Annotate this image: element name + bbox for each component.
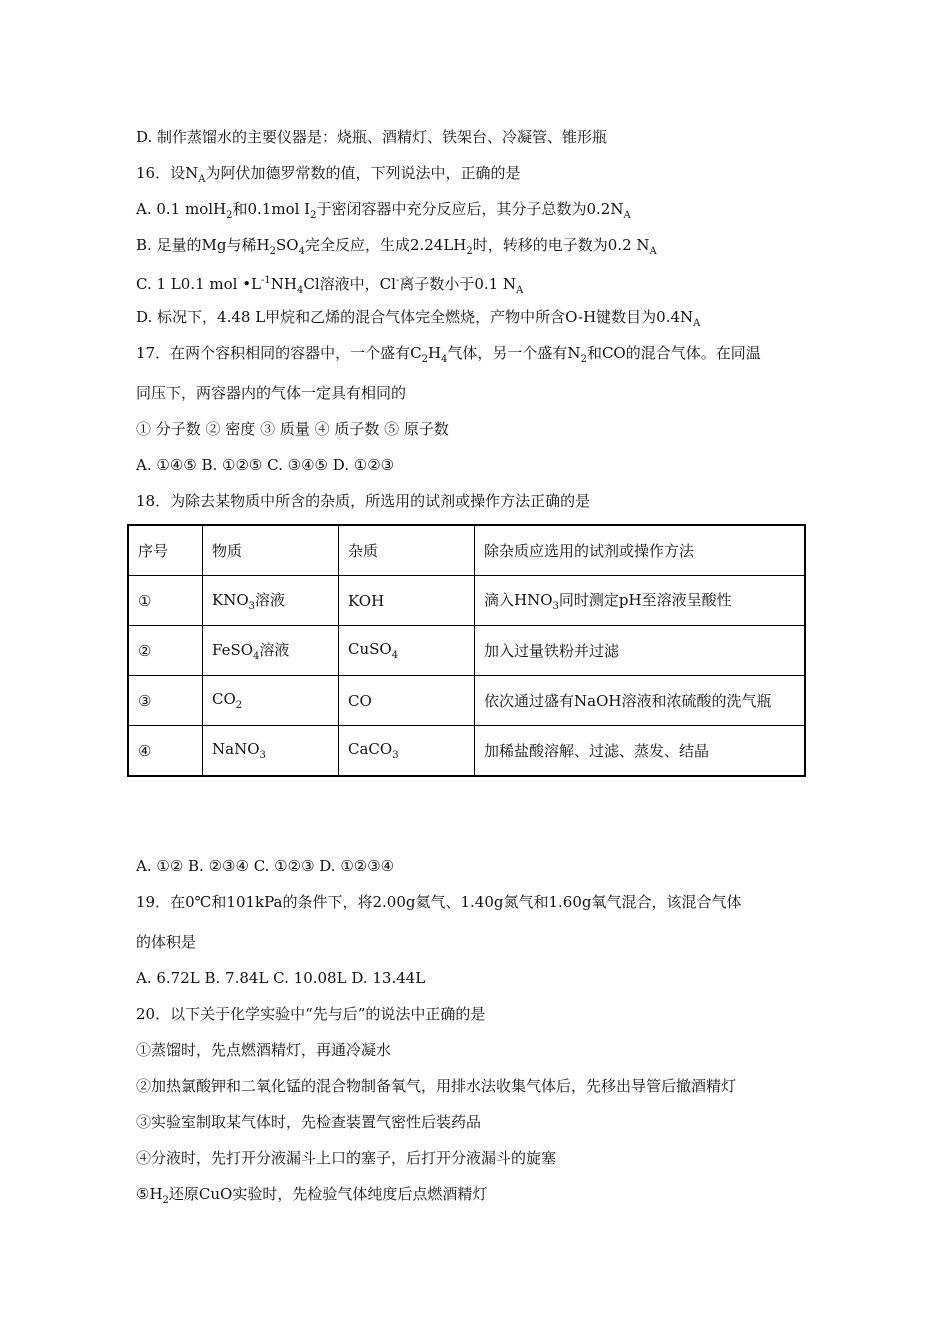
q15-option-d: D. 制作蒸馏水的主要仪器是：烧瓶、酒精灯、铁架台、冷凝管、锥形瓶 bbox=[136, 128, 608, 146]
method-cell: 加入过量铁粉并过滤 bbox=[475, 626, 806, 676]
header-cell: 序号 bbox=[128, 525, 203, 576]
q16-option-a: A. 0.1 molH$_2$和0.1mol $I_2$于密闭容器中充分反应后，其分子总数为$0.2N_A$ bbox=[136, 200, 631, 221]
header-cell: 物质 bbox=[203, 525, 339, 576]
q20-statement-5: $⑤H_2$还原CuO实验时，先检验气体纯度后点燃酒精灯 bbox=[136, 1185, 488, 1206]
substance-cell: NaNO$_3$ bbox=[203, 726, 339, 777]
q18-table bbox=[127, 524, 806, 777]
q17-stem-line2: 同压下，两容器内的气体一定具有相同的 bbox=[136, 384, 407, 402]
substance-cell: FeSO$_4$溶液 bbox=[203, 626, 339, 676]
row-number: ④ bbox=[128, 726, 203, 777]
impurity-cell: CuSO$_4$ bbox=[339, 626, 475, 676]
q16-option-d: D. 标况下，4.48 L甲烷和乙烯的混合气体完全燃烧，产物中所含O-H键数目为$0.4N_A$ bbox=[136, 308, 701, 329]
method-cell: 加稀盐酸溶解、过滤、蒸发、结晶 bbox=[475, 726, 806, 777]
q17-options: A. ①④⑤ B. ①②⑤ C. ③④⑤ D. ①②③ bbox=[136, 456, 395, 474]
q20-stem: 20．以下关于化学实验中“先与后”的说法中正确的是 bbox=[136, 1005, 486, 1023]
q16-option-b: B. 足量的Mg与稀$H_2SO_4$完全反应，生成$2.24LH_2$时，转移的电子数为0.2 $N_A$ bbox=[136, 236, 657, 257]
table-row bbox=[128, 626, 805, 676]
impurity-cell: CaCO$_3$ bbox=[339, 726, 475, 777]
q19-stem-line1: 19．在0℃和101kPa的条件下，将2.00g氦气、1.40g氮气和1.60g氧气混合，该混合气体 bbox=[136, 893, 742, 911]
table-header-row bbox=[128, 525, 805, 576]
header-cell: 除杂质应选用的试剂或操作方法 bbox=[475, 525, 806, 576]
impurity-cell: CO bbox=[339, 676, 475, 726]
row-number: ① bbox=[128, 576, 203, 626]
table-row bbox=[128, 576, 805, 626]
substance-cell: $CO_2$ bbox=[203, 676, 339, 726]
impurity-cell: KOH bbox=[339, 576, 475, 626]
header-cell: 杂质 bbox=[339, 525, 475, 576]
method-cell: 滴入$HNO_3$同时测定pH至溶液呈酸性 bbox=[475, 576, 806, 626]
row-number: ③ bbox=[128, 676, 203, 726]
q18-options: A. ①② B. ②③④ C. ①②③ D. ①②③④ bbox=[136, 857, 395, 875]
q17-items: ① 分子数 ② 密度 ③ 质量 ④ 质子数 ⑤ 原子数 bbox=[136, 420, 449, 438]
q18-stem: 18．为除去某物质中所含的杂质，所选用的试剂或操作方法正确的是 bbox=[136, 492, 591, 510]
q19-stem-line2: 的体积是 bbox=[136, 933, 197, 951]
q20-statement-2: ②加热氯酸钾和二氧化锰的混合物制备氧气，用排水法收集气体后，先移出导管后撤酒精灯 bbox=[136, 1077, 737, 1095]
table-row bbox=[128, 676, 805, 726]
q16-option-c: C. 1 L0.1 mol $•L^{-1}NH_4Cl$溶液中，Cl-离子数小于0.1 $N_A$ bbox=[136, 275, 524, 296]
q19-options: A. 6.72L B. 7.84L C. 10.08L D. 13.44L bbox=[136, 969, 426, 987]
table-row bbox=[128, 726, 805, 777]
row-number: ② bbox=[128, 626, 203, 676]
substance-cell: $KNO_3$溶液 bbox=[203, 576, 339, 626]
method-cell: 依次通过盛有NaOH溶液和浓硫酸的洗气瓶 bbox=[475, 676, 806, 726]
q20-statement-3: ③实验室制取某气体时，先检查装置气密性后装药品 bbox=[136, 1113, 482, 1131]
q20-statement-1: ①蒸馏时，先点燃酒精灯，再通冷凝水 bbox=[136, 1041, 392, 1059]
q20-statement-4: ④分液时，先打开分液漏斗上口的塞子，后打开分液漏斗的旋塞 bbox=[136, 1149, 557, 1167]
q17-stem-line1: 17．在两个容积相同的容器中，一个盛有$C_2H_4$气体，另一个盛有$N_2$和CO的混合气体。在同温 bbox=[136, 344, 761, 365]
q16-stem: 16．设$N_A$为阿伏加德罗常数的值，下列说法中，正确的是 bbox=[136, 164, 521, 185]
